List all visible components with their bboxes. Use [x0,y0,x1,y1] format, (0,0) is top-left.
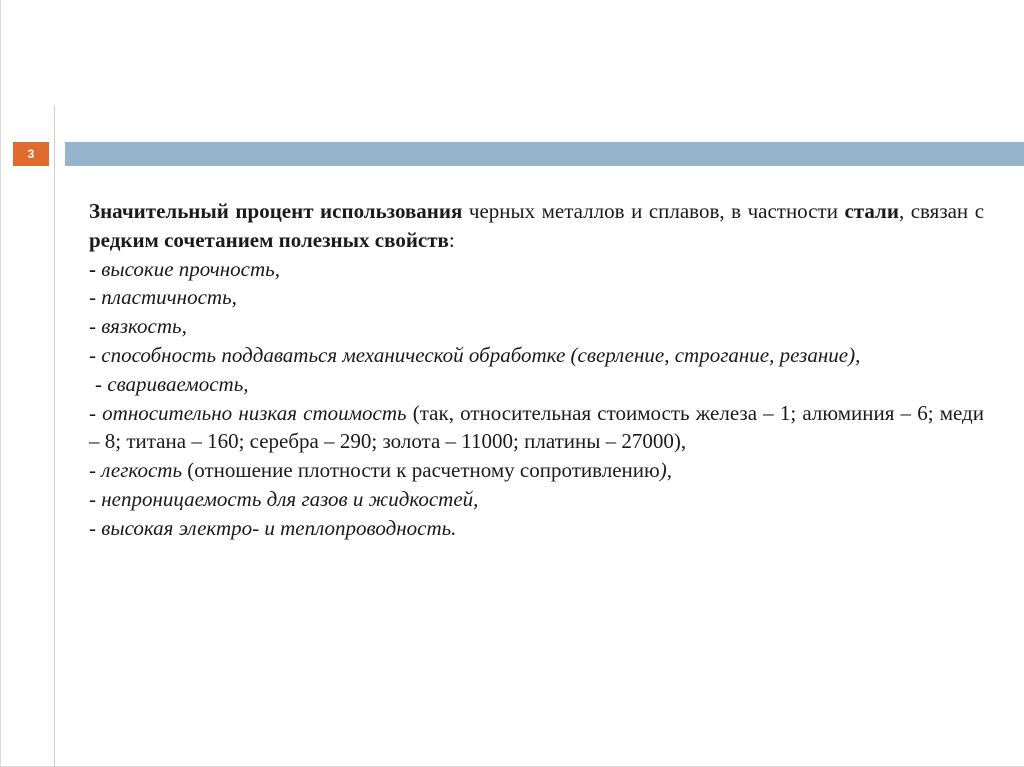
intro-text-2: , связан с [898,199,985,223]
list-text-italic: - относительно низкая стоимость [89,400,407,425]
list-item-machinability [89,341,984,370]
intro-bold-3: редким сочетанием полезных свойств [89,227,449,252]
list-text: - высокая электро- и теплопроводность. [89,515,457,540]
intro-bold-2: стали [844,199,899,223]
list-text: (отношение плотности к расчетному сопротивлению [182,458,660,483]
list-text: (так, относительная стоимость железа – 1; алюминия – 6; меди – 8; титана – 160; серебра – 290; золота – 11000; платины – 27000), [89,400,984,454]
intro-text-1: черных металлов и сплавов, в частности [462,199,845,223]
list-text: - вязкость, [89,314,187,339]
list-item-cost [89,399,984,457]
list-text-italic: - легкость [89,458,183,483]
list-item-plasticity [89,283,984,312]
list-item-strength [89,255,984,284]
list-text-italic: ), [659,458,672,483]
list-dash: - [89,256,102,281]
list-item-toughness [89,312,984,341]
intro-paragraph [89,197,984,255]
list-item-conductivity [89,514,984,543]
list-text: - способность поддаваться механической обработке (сверление, строгание, резание), [89,342,861,367]
intro-text-3: : [448,227,455,252]
title-bar [65,142,1024,166]
left-divider-line [54,106,55,767]
slide-number: 3 [13,142,49,166]
list-text: - непроницаемость для газов и жидкостей, [89,486,479,511]
list-text: высокие прочность, [101,256,280,281]
list-text: - пластичность, [89,285,237,310]
intro-bold-1: Значительный процент использования [89,199,463,223]
list-item-impermeability [89,485,984,514]
list-item-weldability [89,370,984,399]
list-item-lightness [89,456,984,485]
slide-content [89,197,984,543]
list-text: - свариваемость, [95,371,249,396]
